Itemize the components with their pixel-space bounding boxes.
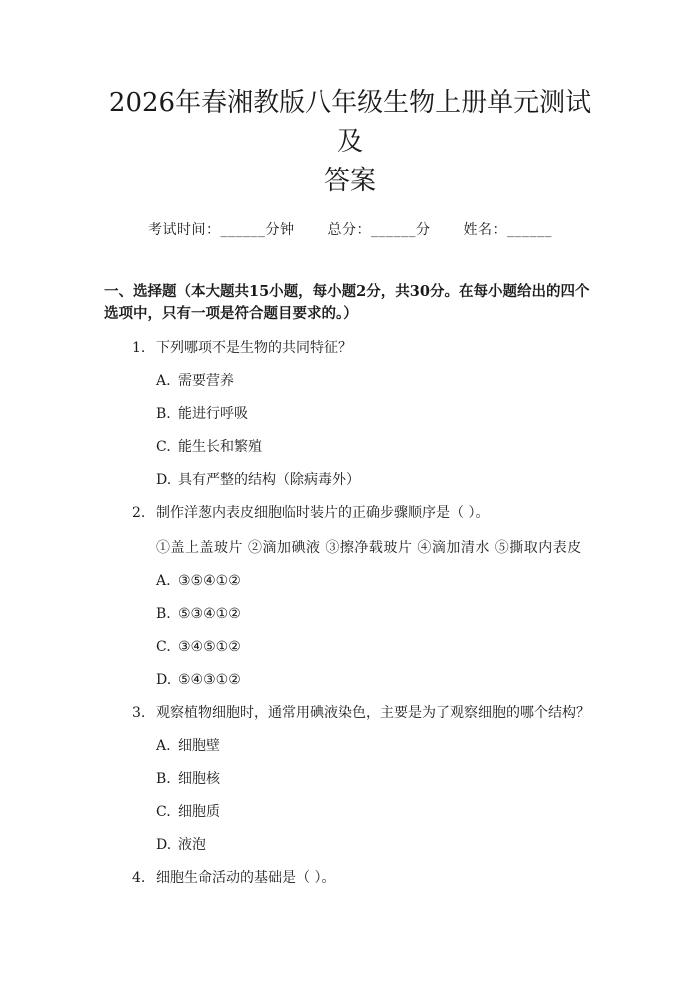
option-text: ③④⑤①② [178, 639, 241, 655]
option-1-b [156, 404, 596, 424]
option-text: 能进行呼吸 [178, 406, 248, 422]
option-letter: A. [156, 738, 171, 754]
exam-time: 考试时间：______分钟 [148, 222, 295, 238]
option-letter: A. [156, 573, 171, 589]
option-1-d [156, 470, 596, 490]
option-text: ⑤④③①② [178, 672, 241, 688]
option-text: 细胞壁 [178, 738, 220, 754]
option-text: ⑤③④①② [178, 606, 241, 622]
question-text: 下列哪项不是生物的共同特征？ [156, 340, 352, 356]
option-text: 细胞核 [178, 771, 220, 787]
option-letter: A. [156, 373, 171, 389]
option-letter: C. [156, 639, 171, 655]
option-text: 细胞质 [178, 804, 220, 820]
document-title [104, 84, 596, 201]
question-4 [104, 868, 596, 888]
option-text: ③⑤④①② [178, 573, 241, 589]
option-1-c [156, 437, 596, 457]
title-line-1: 2026年春湘教版八年级生物上册单元测试及 [108, 88, 592, 157]
option-2-a [156, 571, 596, 591]
option-letter: B. [156, 771, 171, 787]
option-2-b [156, 604, 596, 624]
question-number: 2. [132, 505, 146, 521]
option-text: 具有严整的结构（除病毒外） [178, 472, 360, 488]
title-line-2: 答案 [323, 166, 376, 196]
question-3 [104, 703, 596, 723]
question-number: 3. [132, 705, 146, 721]
question-text: 制作洋葱内表皮细胞临时装片的正确步骤顺序是（ ）。 [156, 505, 490, 521]
option-3-d [156, 835, 596, 855]
question-list [104, 338, 596, 888]
option-3-b [156, 769, 596, 789]
question-number: 4. [132, 870, 146, 886]
option-letter: D. [156, 837, 172, 853]
option-letter: B. [156, 606, 171, 622]
option-3-c [156, 802, 596, 822]
option-letter: C. [156, 439, 171, 455]
option-letter: D. [156, 672, 172, 688]
option-2-c [156, 637, 596, 657]
question-steps-note: ①盖上盖玻片 ②滴加碘液 ③擦净载玻片 ④滴加清水 ⑤撕取内表皮 [156, 540, 582, 556]
exam-meta [104, 219, 596, 239]
option-letter: B. [156, 406, 171, 422]
option-text: 能生长和繁殖 [178, 439, 262, 455]
document-page [0, 84, 700, 989]
question-text: 观察植物细胞时，通常用碘液染色，主要是为了观察细胞的哪个结构？ [156, 705, 590, 721]
option-letter: C. [156, 804, 171, 820]
question-2 [104, 503, 596, 523]
exam-name: 姓名：______ [463, 222, 552, 238]
question-1 [104, 338, 596, 358]
option-3-a [156, 736, 596, 756]
option-letter: D. [156, 472, 172, 488]
question-number: 1. [132, 340, 146, 356]
section-heading: 一、选择题（本大题共15小题，每小题2分，共30分。在每小题给出的四个选项中，只有一项是符合题目要求的。） [104, 283, 590, 322]
option-1-a [156, 371, 596, 391]
option-text: 需要营养 [178, 373, 234, 389]
option-2-d [156, 670, 596, 690]
question-text: 细胞生命活动的基础是（ ）。 [156, 870, 336, 886]
exam-score: 总分：______分 [327, 222, 431, 238]
option-text: 液泡 [178, 837, 206, 853]
